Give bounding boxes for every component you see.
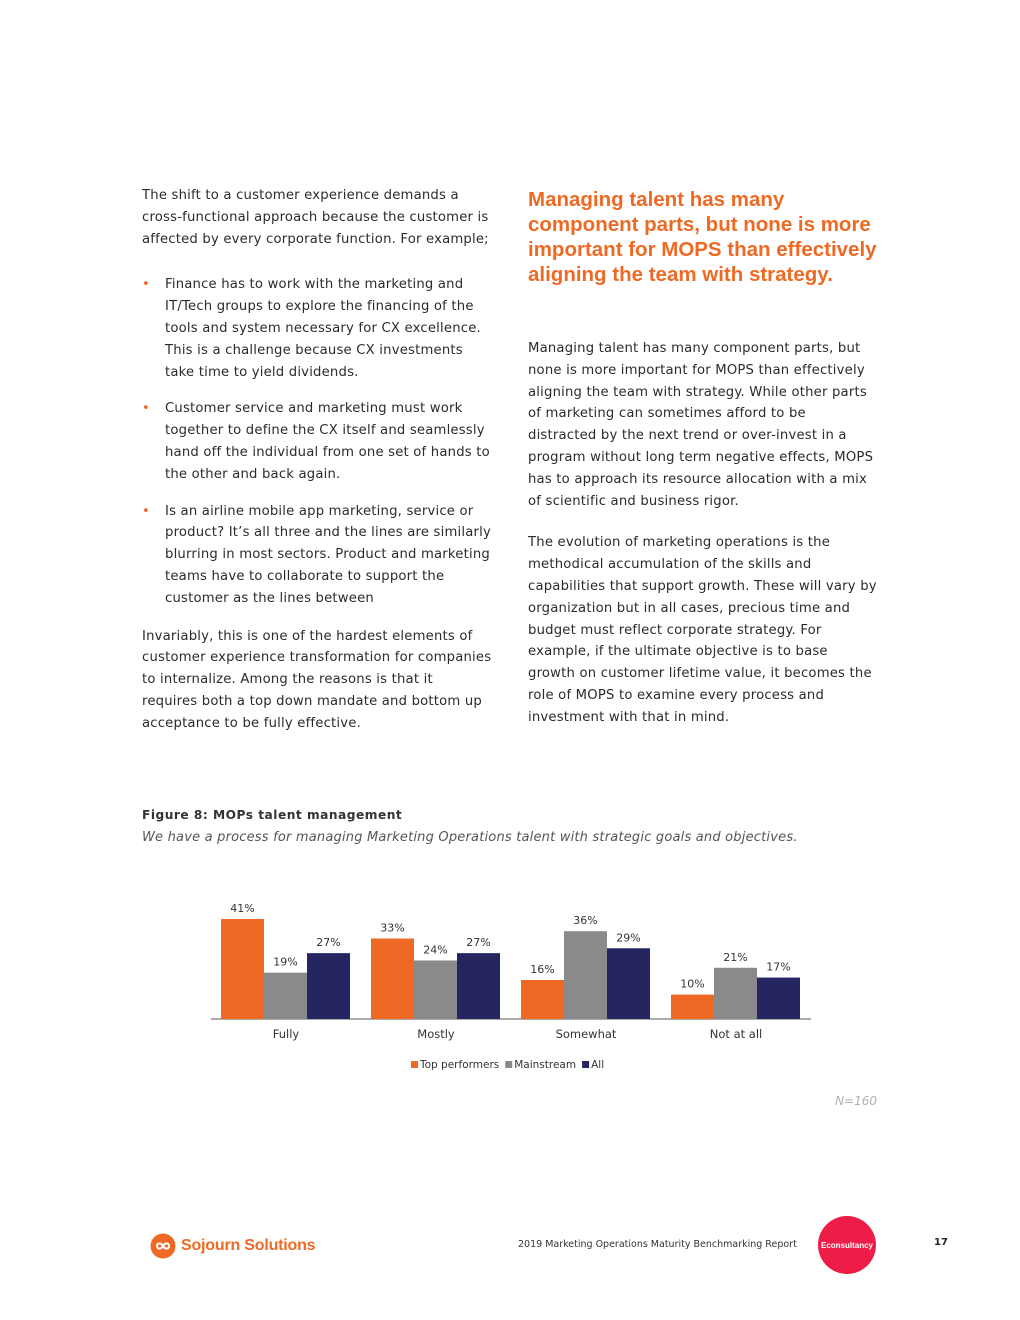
bar-top-performers: [521, 980, 564, 1019]
bar-mainstream: [714, 968, 757, 1019]
badge-label: Econsultancy: [820, 1240, 873, 1250]
data-label: 17%: [766, 960, 791, 974]
bullet-item: • Finance has to work with the marketing and IT/Tech groups to explore the financing of the tools and system necessary for CX excellence. This is a challenge because CX investments take time to yield dividends.: [142, 274, 492, 383]
brand-name: Sojourn Solutions: [181, 1237, 316, 1254]
bar-top-performers: [671, 995, 714, 1019]
bar-mainstream: [414, 960, 457, 1019]
body-paragraph-1: Managing talent has many component parts, but none is more important for MOPS than effectively aligning the team with strategy. While other parts of marketing can sometimes afford to be distracted by the next trend or over-invest in a program without long term negative effects, MOPS has to approach its resource allocation with a mix of scientific and business rigor.: [528, 341, 874, 509]
data-label: 16%: [530, 962, 555, 976]
bar-all: [607, 948, 650, 1019]
figure-header: [142, 808, 882, 845]
data-label: 19%: [273, 955, 298, 969]
legend-label: Top performers: [420, 1059, 500, 1071]
category-label: Mostly: [417, 1027, 455, 1041]
bar-all: [457, 953, 500, 1019]
body-paragraph-2: The evolution of marketing operations is the methodical accumulation of the skills and capabilities that support growth. These will vary by organization but in all cases, precious time and budget must reflect corporate strategy. For example, if the ultimate objective is to base growth on customer lifetime value, it becomes the role of MOPS to examine every process and investment with that in mind.: [528, 535, 877, 725]
left-column: [142, 185, 492, 735]
data-label: 41%: [230, 902, 255, 915]
figure-subtitle: We have a process for managing Marketing Operations talent with strategic goals and objectives.: [142, 830, 798, 845]
bar-all: [307, 953, 350, 1019]
data-label: 27%: [316, 936, 341, 950]
bullet-list: [142, 274, 492, 609]
bullet-item: • Customer service and marketing must work together to define the CX itself and seamlessly hand off the individual from one set of hands to the other and back again.: [142, 398, 492, 485]
page-number: 17: [934, 1237, 948, 1248]
intro-paragraph: The shift to a customer experience demands a cross-functional approach because the customer is affected by every corporate function. For example;: [142, 188, 489, 247]
pull-quote: Managing talent has many component parts, but none is more important for MOPS than effectively aligning the team with strategy.: [528, 188, 877, 286]
bullet-item: • Is an airline mobile app marketing, service or product? It’s all three and the lines are similarly blurring in most sectors. Product and marketing teams have to collaborate to support the customer as the lines between: [142, 501, 492, 610]
bar-all: [757, 978, 800, 1019]
figure-title: Figure 8: MOPs talent management: [142, 808, 403, 822]
category-label: Not at all: [709, 1027, 763, 1041]
legend-label: Mainstream: [514, 1059, 577, 1071]
report-title: 2019 Marketing Operations Maturity Benchmarking Report: [518, 1239, 797, 1250]
data-label: 36%: [573, 914, 598, 928]
bar-top-performers: [371, 939, 414, 1019]
data-label: 21%: [723, 950, 748, 964]
data-label: 24%: [423, 943, 448, 957]
legend-swatch: [582, 1061, 589, 1068]
econsultancy-badge: [818, 1216, 876, 1274]
category-label: Somewhat: [555, 1027, 617, 1041]
bar-top-performers: [221, 919, 264, 1019]
data-label: 29%: [616, 931, 641, 945]
category-label: Fully: [272, 1027, 300, 1041]
legend-swatch: [411, 1061, 418, 1068]
data-label: 27%: [466, 936, 491, 950]
bar-chart: [0, 870, 1020, 1090]
closing-paragraph: Invariably, this is one of the hardest elements of customer experience transformation for companies to internalize. Among the reasons is that it requires both a top down mandate and bottom up acceptance to be fully effective.: [142, 628, 492, 731]
infinity-logo-icon: [150, 1233, 176, 1259]
right-column: [528, 185, 878, 729]
bar-mainstream: [564, 931, 607, 1019]
data-label: 10%: [680, 977, 705, 991]
sample-size-note: N=160: [835, 1094, 877, 1108]
bar-mainstream: [264, 973, 307, 1019]
legend-swatch: [505, 1061, 512, 1068]
brand-logo: [150, 1233, 315, 1259]
data-label: 33%: [380, 921, 405, 935]
legend-label: All: [591, 1059, 605, 1071]
